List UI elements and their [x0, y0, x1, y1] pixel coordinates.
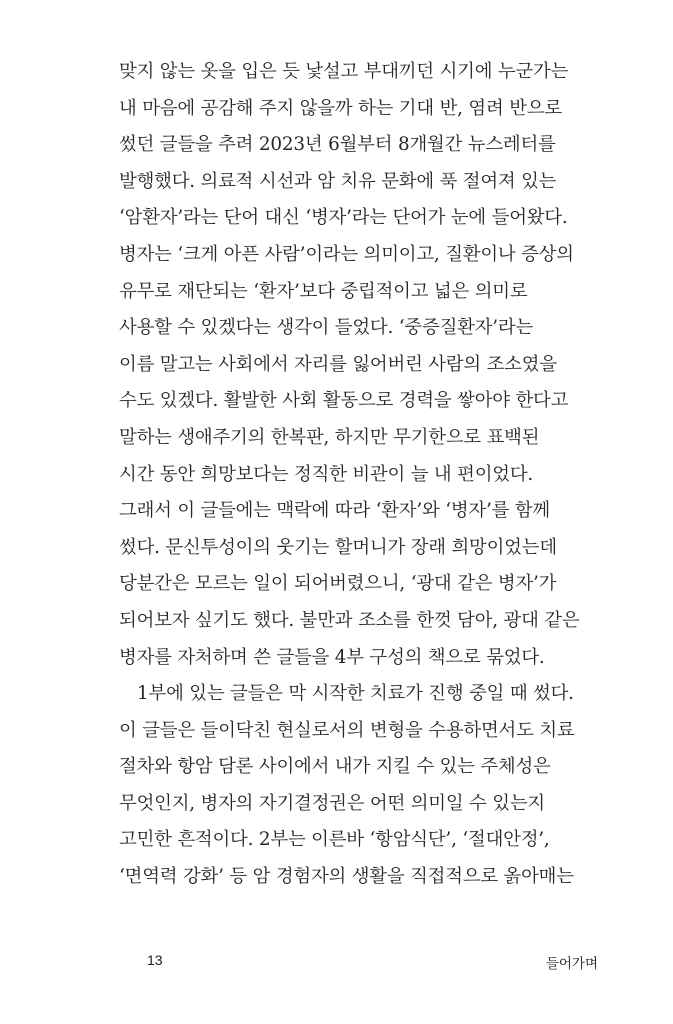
text-line: 당분간은 모르는 일이 되어버렸으니, ‘광대 같은 병자’가	[119, 573, 557, 595]
text-line: 무엇인지, 병자의 자기결정권은 어떤 의미일 수 있는지	[119, 792, 545, 814]
text-line: 유무로 재단되는 ‘환자’보다 중립적이고 넓은 의미로	[119, 280, 528, 302]
running-footer-section-title: 들어가며	[545, 956, 598, 972]
paragraph-first-line: 1부에 있는 글들은 막 시작한 치료가 진행 중일 때 썼다.	[137, 683, 574, 705]
text-line: 맞지 않는 옷을 입은 듯 낯설고 부대끼던 시기에 누군가는	[119, 61, 569, 82]
text-line: 병자를 자처하며 쓴 글들을 4부 구성의 책으로 묶었다.	[119, 646, 545, 668]
body-text	[119, 54, 604, 896]
text-line: 그래서 이 글들에는 맥락에 따라 ‘환자’와 ‘병자’를 함께	[119, 500, 550, 522]
text-line: ‘면역력 강화’ 등 암 경험자의 생활을 직접적으로 옭아매는	[119, 866, 574, 888]
page-number: 13	[147, 952, 163, 968]
text-line: 내 마음에 공감해 주지 않을까 하는 기대 반, 염려 반으로	[119, 97, 562, 119]
text-line: ‘암환자’라는 단어 대신 ‘병자’라는 단어가 눈에 들어왔다.	[119, 207, 568, 229]
text-line: 되어보자 싶기도 했다. 불만과 조소를 한껏 담아, 광대 같은	[119, 609, 580, 631]
text-line: 썼다. 문신투성이의 웃기는 할머니가 장래 희망이었는데	[119, 536, 557, 558]
text-line: 이 글들은 들이닥친 현실로서의 변형을 수용하면서도 치료	[119, 719, 575, 741]
text-line: 말하는 생애주기의 한복판, 하지만 무기한으로 표백된	[119, 426, 540, 448]
text-line: 이름 말고는 사회에서 자리를 잃어버린 사람의 조소였을	[119, 353, 557, 375]
text-line: 발행했다. 의료적 시선과 암 치유 문화에 푹 절여져 있는	[119, 170, 557, 192]
text-line: 수도 있겠다. 활발한 사회 활동으로 경력을 쌓아야 한다고	[119, 390, 569, 412]
text-line: 사용할 수 있겠다는 생각이 들었다. ‘중증질환자’라는	[119, 317, 534, 339]
text-line: 절차와 항암 담론 사이에서 내가 지킬 수 있는 주체성은	[119, 756, 551, 778]
text-line: 시간 동안 희망보다는 정직한 비관이 늘 내 편이었다.	[119, 463, 534, 485]
text-line: 썼던 글들을 추려 2023년 6월부터 8개월간 뉴스레터를	[119, 134, 556, 156]
text-line: 병자는 ‘크게 아픈 사람’이라는 의미이고, 질환이나 증상의	[119, 243, 574, 265]
text-line: 고민한 흔적이다. 2부는 이른바 ‘항암식단’, ‘절대안정’,	[119, 829, 550, 851]
